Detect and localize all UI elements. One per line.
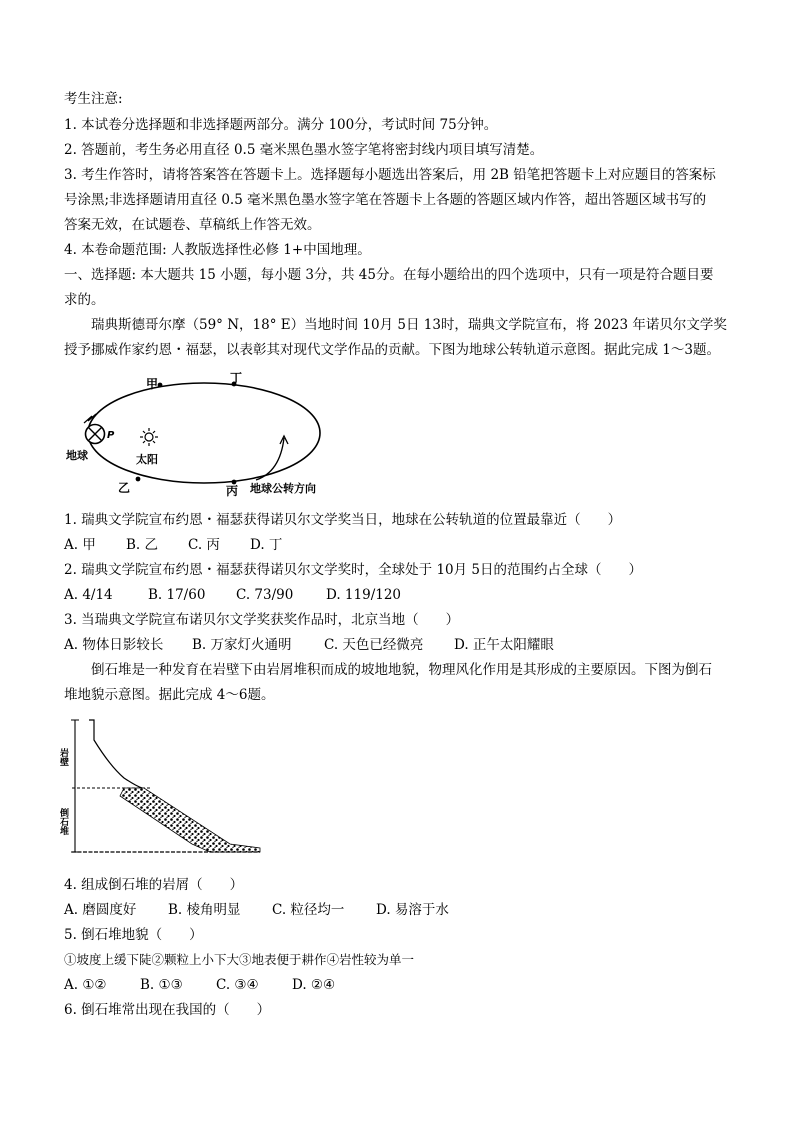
earth-icon <box>84 414 105 444</box>
label-talus: 倒石堆 <box>58 808 68 835</box>
q2-option-c[interactable]: C. 73/90 <box>236 587 294 603</box>
label-yi: 乙 <box>118 481 131 495</box>
notice-item-2: 2. 答题前，考生务必用直径 0.5 毫米黑色墨水签字笔将密封线内项目填写清楚。 <box>64 142 544 158</box>
q4-option-d[interactable]: D. 易溶于水 <box>376 902 449 918</box>
passage2-line2: 堆地貌示意图。据此完成 4～6题。 <box>64 687 275 703</box>
q3-option-d[interactable]: D. 正午太阳耀眼 <box>454 637 554 653</box>
talus-figure <box>58 716 272 856</box>
q4-option-c[interactable]: C. 粒径均一 <box>272 902 345 918</box>
q3-option-b[interactable]: B. 万家灯火通明 <box>192 637 292 653</box>
q3-options <box>64 636 554 654</box>
q1-option-b[interactable]: B. 乙 <box>126 537 159 553</box>
q3-option-c[interactable]: C. 天色已经微亮 <box>324 637 424 653</box>
notice-item-3: 3. 考生作答时，请将答案答在答题卡上。选择题每小题选出答案后，用 2B 铅笔把答题卡上对应题目的答案标 <box>64 167 716 183</box>
label-jia: 甲 <box>146 377 159 391</box>
label-sun: 太阳 <box>136 453 158 466</box>
label-cliff: 岩壁 <box>58 748 68 766</box>
label-ding: 丁 <box>230 371 243 385</box>
q6-stem: 6. 倒石堆常出现在我国的（ ） <box>64 1002 271 1018</box>
notice-title: 考生注意: <box>64 91 123 107</box>
q3-stem: 3. 当瑞典文学院宣布诺贝尔文学奖获奖作品时，北京当地（ ） <box>64 612 460 628</box>
q2-option-d[interactable]: D. 119/120 <box>326 587 402 603</box>
orbit-figure <box>58 371 348 498</box>
point-yi <box>136 477 141 482</box>
section-heading: 一、选择题: 本大题共 15 小题，每小题 3分，共 45分。在每小题给出的四个选项中，只有一项是符合题目要 <box>64 267 714 283</box>
passage2-line1: 倒石堆是一种发育在岩壁下由岩屑堆积而成的坡地地貌，物理风化作用是其形成的主要原因。下图为倒石 <box>91 662 712 678</box>
q2-options <box>64 586 401 604</box>
q5-option-a[interactable]: A. ①② <box>64 977 107 993</box>
section-heading-cont: 求的。 <box>64 292 105 308</box>
q5-option-c[interactable]: C. ③④ <box>216 977 259 993</box>
q5-option-b[interactable]: B. ①③ <box>140 977 183 993</box>
q1-options <box>64 536 282 554</box>
notice-item-1: 1. 本试卷分选择题和非选择题两部分。满分 100分，考试时间 75分钟。 <box>64 117 498 133</box>
label-direction: 地球公转方向 <box>250 482 316 495</box>
passage1-line2: 授予挪威作家约恩・福瑟，以表彰其对现代文学作品的贡献。下图为地球公转轨道示意图。据此完成 1～3题。 <box>64 342 720 358</box>
sun-icon <box>140 428 158 446</box>
label-earth: 地球 <box>66 449 88 462</box>
q1-stem: 1. 瑞典文学院宣布约恩・福瑟获得诺贝尔文学奖当日，地球在公转轨道的位置最靠近（ ） <box>64 512 622 528</box>
q2-option-a[interactable]: A. 4/14 <box>64 587 113 603</box>
q2-option-b[interactable]: B. 17/60 <box>148 587 206 603</box>
notice-item-3-cont2: 答案无效，在试题卷、草稿纸上作答无效。 <box>64 217 321 233</box>
notice-item-4: 4. 本卷命题范围: 人教版选择性必修 1+中国地理。 <box>64 242 371 258</box>
q4-option-a[interactable]: A. 磨圆度好 <box>64 902 137 918</box>
q4-options <box>64 901 449 919</box>
passage1-line1: 瑞典斯德哥尔摩（59° N，18° E）当地时间 10月 5日 13时，瑞典文学院宣布，将 2023 年诺贝尔文学奖 <box>91 317 727 333</box>
point-jia <box>158 383 163 388</box>
q4-option-b[interactable]: B. 棱角明显 <box>168 902 241 918</box>
q5-option-d[interactable]: D. ②④ <box>292 977 336 993</box>
q5-statements: ①坡度上缓下陡②颗粒上小下大③地表便于耕作④岩性较为单一 <box>64 952 415 967</box>
cliff-outline <box>89 720 142 788</box>
q5-stem: 5. 倒石堆地貌（ ） <box>64 927 203 943</box>
q1-option-d[interactable]: D. 丁 <box>250 537 283 553</box>
q2-stem: 2. 瑞典文学院宣布约恩・福瑟获得诺贝尔文学奖时，全球处于 10月 5日的范围约占全球（ ） <box>64 562 643 578</box>
q3-option-a[interactable]: A. 物体日影较长 <box>64 637 164 653</box>
q4-stem: 4. 组成倒石堆的岩屑（ ） <box>64 877 244 893</box>
talus-deposit <box>120 788 260 852</box>
q5-options <box>64 976 335 994</box>
label-p: P <box>107 430 115 441</box>
q1-option-c[interactable]: C. 丙 <box>188 537 220 553</box>
label-bing: 丙 <box>226 484 239 498</box>
q1-option-a[interactable]: A. 甲 <box>64 537 96 553</box>
orbit-ellipse <box>88 383 320 483</box>
notice-item-3-cont: 号涂黑;非选择题请用直径 0.5 毫米黑色墨水签字笔在答题卡上各题的答题区域内作答，超出答题区域书写的 <box>64 192 707 208</box>
